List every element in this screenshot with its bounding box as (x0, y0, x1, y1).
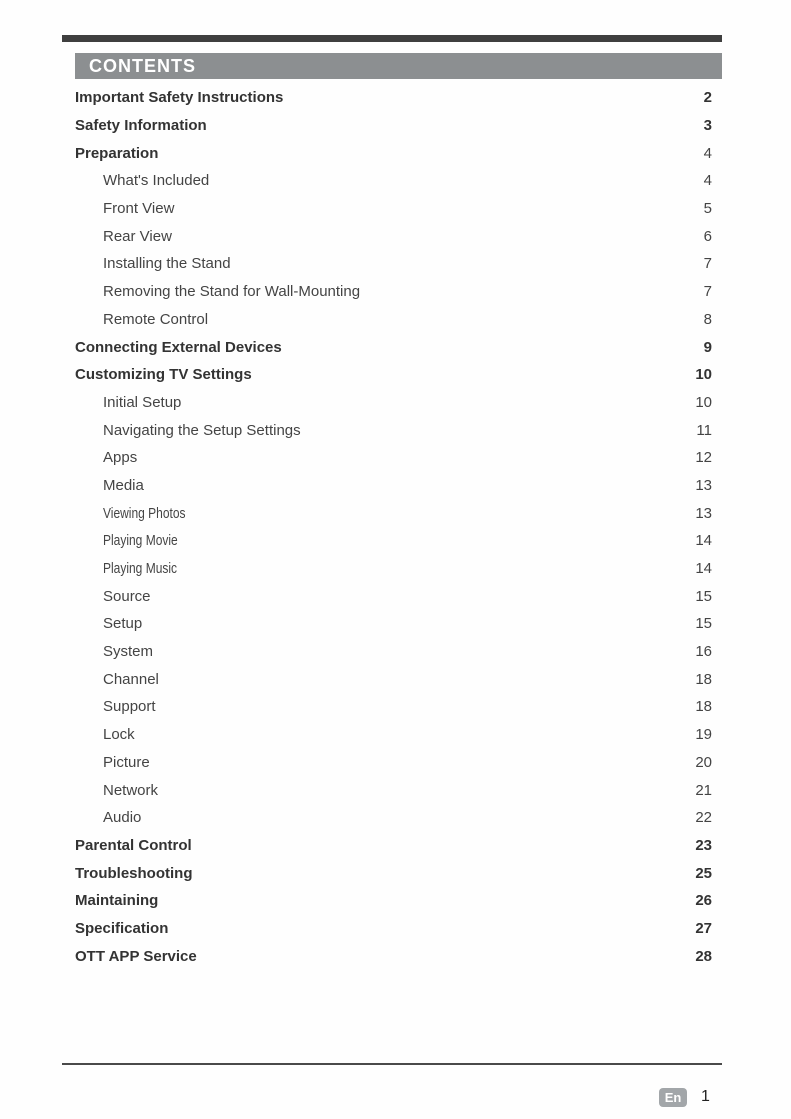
toc-row (75, 555, 712, 583)
toc-entry-label: Connecting External Devices (75, 338, 282, 356)
toc-entry-page: 15 (695, 587, 712, 605)
toc-entry-label: System (103, 643, 154, 661)
toc-row (75, 139, 712, 167)
toc-row (75, 278, 712, 306)
toc-row (75, 804, 712, 832)
toc-row (75, 389, 712, 417)
toc-row (75, 472, 712, 500)
toc-entry-page: 7 (703, 283, 712, 301)
page-number: 1 (701, 1088, 710, 1105)
toc-row (75, 527, 712, 555)
footer-rule (62, 1063, 722, 1065)
toc-row (75, 721, 712, 749)
toc-entry-label: Specification (75, 919, 169, 937)
contents-header (75, 53, 722, 79)
toc-entry-page: 21 (695, 781, 712, 799)
toc-row (75, 84, 712, 112)
toc-row (75, 859, 712, 887)
toc-entry-label: Lock (103, 726, 135, 744)
toc-entry-page: 18 (695, 670, 712, 688)
toc-entry-label: Front View (103, 200, 175, 218)
toc-entry-label: Network (103, 781, 159, 799)
toc-row (75, 499, 712, 527)
toc-entry-label: Troubleshooting (75, 864, 193, 882)
toc-entry-page: 26 (695, 892, 712, 910)
toc-entry-label: Setup (103, 615, 143, 633)
toc-entry-label: Parental Control (75, 836, 192, 854)
toc-entry-label: Maintaining (75, 892, 159, 910)
toc-entry-page: 4 (703, 144, 712, 162)
top-rule (62, 35, 722, 42)
toc-entry-page: 4 (703, 172, 712, 190)
toc-row (75, 112, 712, 140)
toc-entry-page: 15 (695, 615, 712, 633)
toc-entry-label: Source (103, 587, 151, 605)
toc-entry-label: Apps (103, 449, 138, 467)
toc-entry-label: Support (103, 698, 156, 716)
toc-entry-label: Safety Information (75, 117, 207, 135)
toc-row (75, 638, 712, 666)
toc-entry-page: 22 (695, 809, 712, 827)
toc-row (75, 444, 712, 472)
toc-list (75, 84, 712, 970)
toc-row (75, 222, 712, 250)
toc-entry-page: 14 (695, 532, 712, 550)
toc-row (75, 832, 712, 860)
toc-row (75, 250, 712, 278)
toc-row (75, 610, 712, 638)
toc-row (75, 915, 712, 943)
toc-row (75, 167, 712, 195)
toc-entry-page: 12 (695, 449, 712, 467)
toc-entry-label: Audio (103, 809, 142, 827)
toc-entry-page: 14 (695, 560, 712, 578)
toc-entry-label: Installing the Stand (103, 255, 231, 273)
toc-entry-page: 25 (695, 864, 712, 882)
toc-entry-page: 11 (696, 421, 712, 439)
toc-entry-label: Remote Control (103, 310, 209, 328)
toc-entry-label: Important Safety Instructions (75, 89, 284, 107)
toc-entry-page: 7 (703, 255, 712, 273)
toc-entry-label: Customizing TV Settings (75, 366, 252, 384)
toc-row (75, 306, 712, 334)
toc-entry-label: Media (103, 476, 144, 494)
toc-entry-page: 9 (703, 338, 712, 356)
toc-entry-page: 3 (703, 117, 712, 135)
toc-row (75, 195, 712, 223)
language-badge: En (659, 1088, 687, 1107)
toc-entry-page: 5 (703, 200, 712, 218)
toc-row (75, 942, 712, 970)
toc-entry-page: 13 (695, 476, 712, 494)
toc-entry-page: 10 (695, 393, 712, 411)
toc-entry-page: 8 (703, 310, 712, 328)
contents-title: CONTENTS (89, 56, 196, 76)
toc-row (75, 776, 712, 804)
toc-row (75, 887, 712, 915)
toc-row (75, 749, 712, 777)
toc-entry-page: 19 (695, 726, 712, 744)
toc-row (75, 416, 712, 444)
toc-entry-label: Playing Movie (103, 532, 178, 550)
toc-entry-page: 28 (695, 947, 712, 965)
toc-entry-label: Removing the Stand for Wall-Mounting (103, 283, 361, 301)
toc-entry-label: OTT APP Service (75, 947, 197, 965)
toc-entry-page: 6 (703, 227, 712, 245)
toc-entry-page: 18 (695, 698, 712, 716)
toc-row (75, 333, 712, 361)
toc-entry-page: 16 (695, 643, 712, 661)
toc-entry-page: 10 (695, 366, 712, 384)
toc-row (75, 665, 712, 693)
toc-entry-label: Navigating the Setup Settings (103, 421, 301, 439)
toc-row (75, 582, 712, 610)
toc-entry-label: Preparation (75, 144, 159, 162)
toc-entry-label: Initial Setup (103, 393, 182, 411)
toc-row (75, 693, 712, 721)
toc-entry-page: 2 (703, 89, 712, 107)
toc-entry-label: Channel (103, 670, 159, 688)
toc-entry-label: Picture (103, 753, 150, 771)
toc-row (75, 361, 712, 389)
toc-entry-page: 23 (695, 836, 712, 854)
toc-entry-page: 20 (695, 753, 712, 771)
toc-entry-page: 13 (695, 504, 712, 522)
toc-entry-label: Playing Music (103, 560, 178, 578)
toc-entry-label: Viewing Photos (103, 504, 186, 522)
toc-entry-label: Rear View (103, 227, 172, 245)
toc-entry-label: What's Included (103, 172, 210, 190)
toc-entry-page: 27 (695, 919, 712, 937)
